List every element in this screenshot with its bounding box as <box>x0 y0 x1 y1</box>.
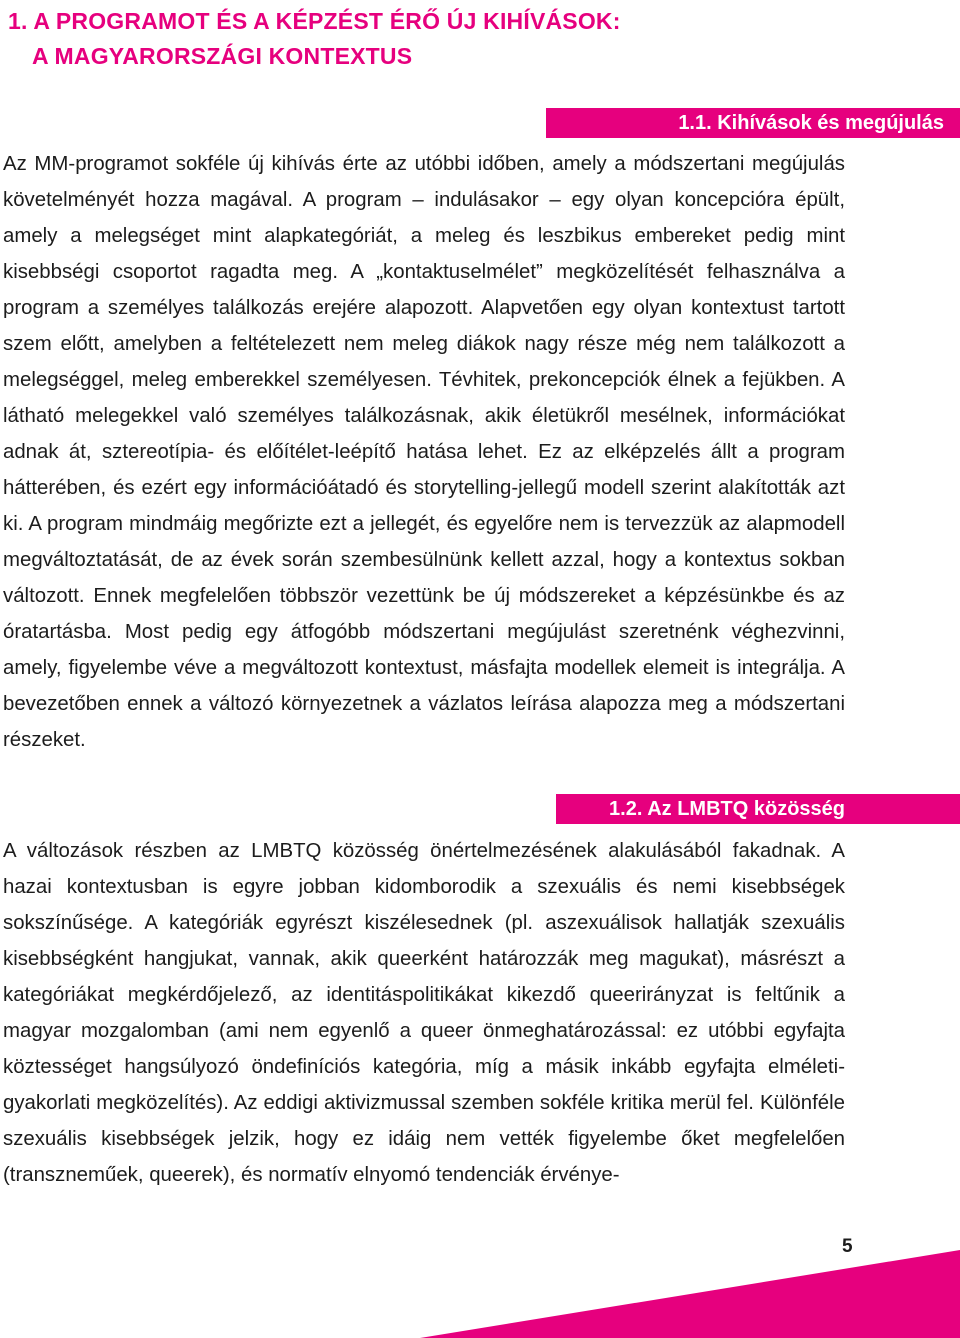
corner-accent-decoration <box>420 1250 960 1338</box>
paragraph-challenges: Az MM-programot sokféle új kihívás érte az utóbbi időben, amely a módszertani megújulás követelményét hozza magával. A program – indulásakor – egy olyan koncepcióra épült, amely a melegséget mint alapkategóriát, a meleg és leszbikus embereket pedig mint kisebbségi csoportot ragadta meg. A „kontaktuselmélet” megközelítését felhasználva a program a személyes találkozás erejére alapozott. Alapvetően egy olyan kontextust tartott szem előtt, amelyben a feltételezett nem meleg diákok nagy része még nem találkozott a melegséggel, meleg emberekkel személyesen. Tévhitek, prekoncepciók élnek a fejükben. A látható melegekkel való személyes találkozásnak, akik életükről mesélnek, információkat adnak át, sztereotípia- és előítélet-leépítő hatása lehet. Ez az elképzelés állt a program hátterében, és ezért egy információátadó és storytelling-jellegű modell szerint alakították azt ki. A program mindmáig megőrizte ezt a jellegét, és egyelőre nem is tervezzük az alapmodell megváltoztatását, de az évek során szembesülnünk kellett azzal, hogy a kontextus sokban változott. Ennek megfelelően többször vezettünk be új módszereket a képzésünkbe és az óratartásba. Most pedig egy átfogóbb módszertani megújulást szeretnénk véghezvinni, amely, figyelembe véve a megváltozott kontextust, másfajta modellek elemeit is integrálja. A bevezetőben ennek a változó környezetnek a vázlatos leírása alapozza meg a módszertani részeket. <box>3 153 845 751</box>
section-heading-1-1: 1.1. Kihívások és megújulás <box>546 108 960 138</box>
page-number: 5 <box>842 1236 853 1257</box>
chapter-title-line1: 1. A PROGRAMOT ÉS A KÉPZÉST ÉRŐ ÚJ KIHÍVÁSOK: <box>8 8 621 34</box>
paragraph-lmbtq-community: A változások részben az LMBTQ közösség önértelmezésének alakulásából fakadnak. A hazai kontextusban is egyre jobban kidomborodik a szexuális és nemi kisebbségek sokszínűsége. A kategóriák egyrészt kiszélesednek (pl. aszexuálisok hallatják szexuális kisebbségként hangjukat, vannak, akik queerként határozzák meg magukat), másrészt a kategóriákat megkérdőjelező, az identitáspolitikákat kikezdő queerirányzat is feltűnik a magyar mozgalomban (ami nem egyenlő a queer önmeghatározással: ez utóbbi egyfajta köztességet hangsúlyozó öndefiníciós kategória, míg a másik inkább egyfajta elméleti-gyakorlati megközelítés). Az eddigi aktivizmussal szemben sokféle kritika merül fel. Különféle szexuális kisebbségek jelzik, hogy ez idáig nem vették figyelembe őket megfelelően (transzneműek, queerek), és normatív elnyomó tendenciák érvénye- <box>3 840 845 1186</box>
section-heading-1-2: 1.2. Az LMBTQ közösség <box>556 794 960 824</box>
chapter-title <box>8 4 621 74</box>
chapter-title-line2: A MAGYARORSZÁGI KONTEXTUS <box>32 43 413 69</box>
